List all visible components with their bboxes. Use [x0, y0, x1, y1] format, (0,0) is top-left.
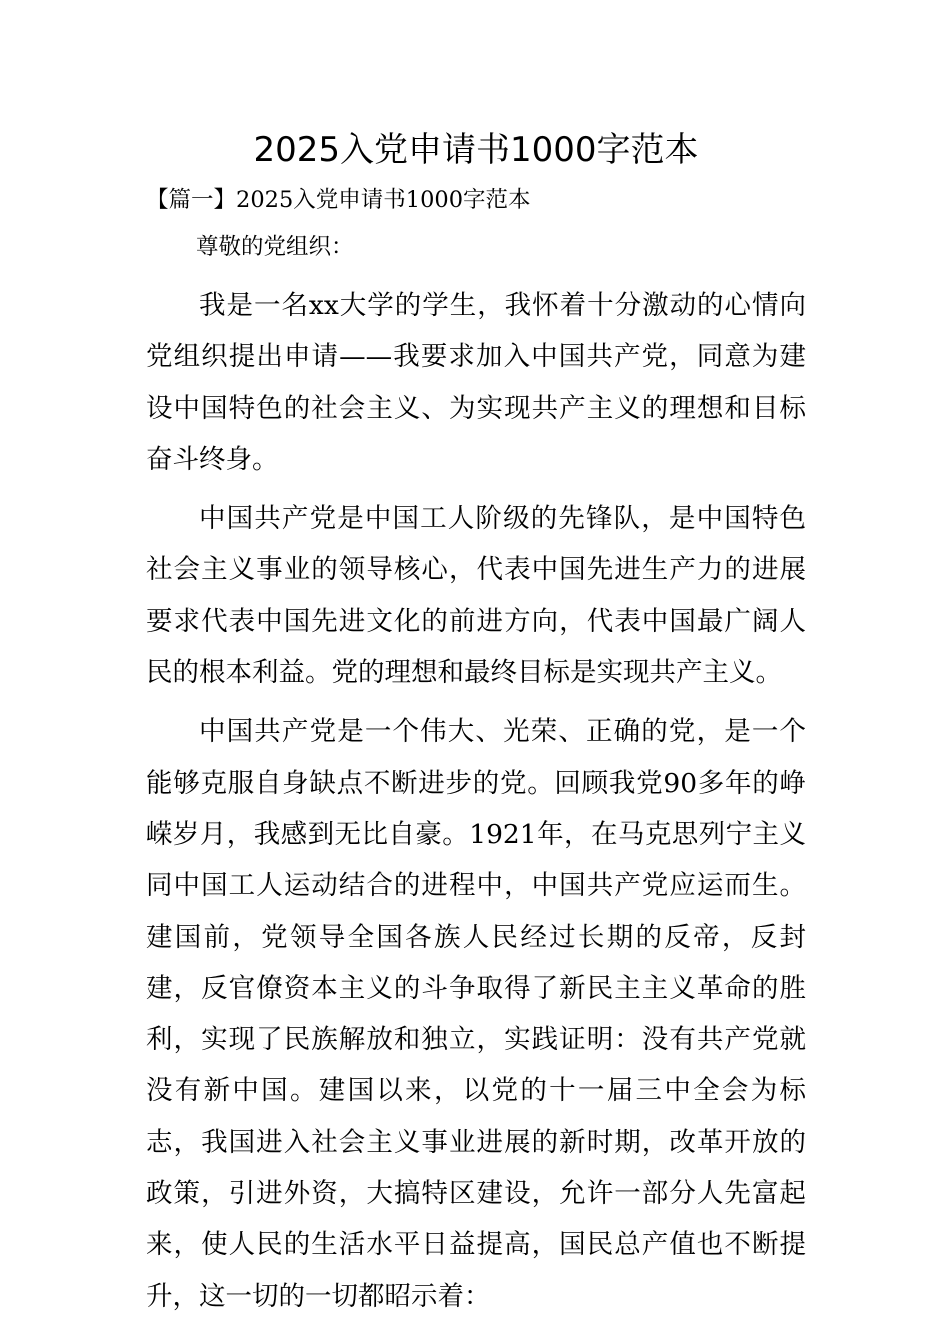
- salutation: 尊敬的党组织：: [196, 234, 354, 260]
- paragraph-3: 中国共产党是一个伟大、光荣、正确的党，是一个能够克服自身缺点不断进步的党。回顾我党90多年的峥嵘岁月，我感到无比自豪。1921年，在马克思列宁主义同中国工人运动结合的进程中，中国共产党应运而生。建国前，党领导全国各族人民经过长期的反帝，反封建，反官僚资本主义的斗争取得了新民主主义革命的胜利，实现了民族解放和独立，实践证明：没有共产党就没有新中国。建国以来，以党的十一届三中全会为标志，我国进入社会主义事业进展的新时期，改革开放的政策，引进外资，大搞特区建设，允许一部分人先富起来，使人民的生活水平日益提高，国民总产值也不断提升，这一切的一切都昭示着：: [146, 716, 806, 1312]
- document-title: 2025入党申请书1000字范本: [253, 130, 699, 170]
- paragraph-1: 我是一名xx大学的学生，我怀着十分激动的心情向党组织提出申请——我要求加入中国共产党，同意为建设中国特色的社会主义、为实现共产主义的理想和目标奋斗终身。: [146, 290, 806, 475]
- document-page: [146, 120, 806, 1322]
- section-heading: 【篇一】2025入党申请书1000字范本: [146, 187, 531, 213]
- paragraph-2: 中国共产党是中国工人阶级的先锋队，是中国特色社会主义事业的领导核心，代表中国先进生产力的进展要求代表中国先进文化的前进方向，代表中国最广阔人民的根本利益。党的理想和最终目标是实现共产主义。: [146, 503, 806, 689]
